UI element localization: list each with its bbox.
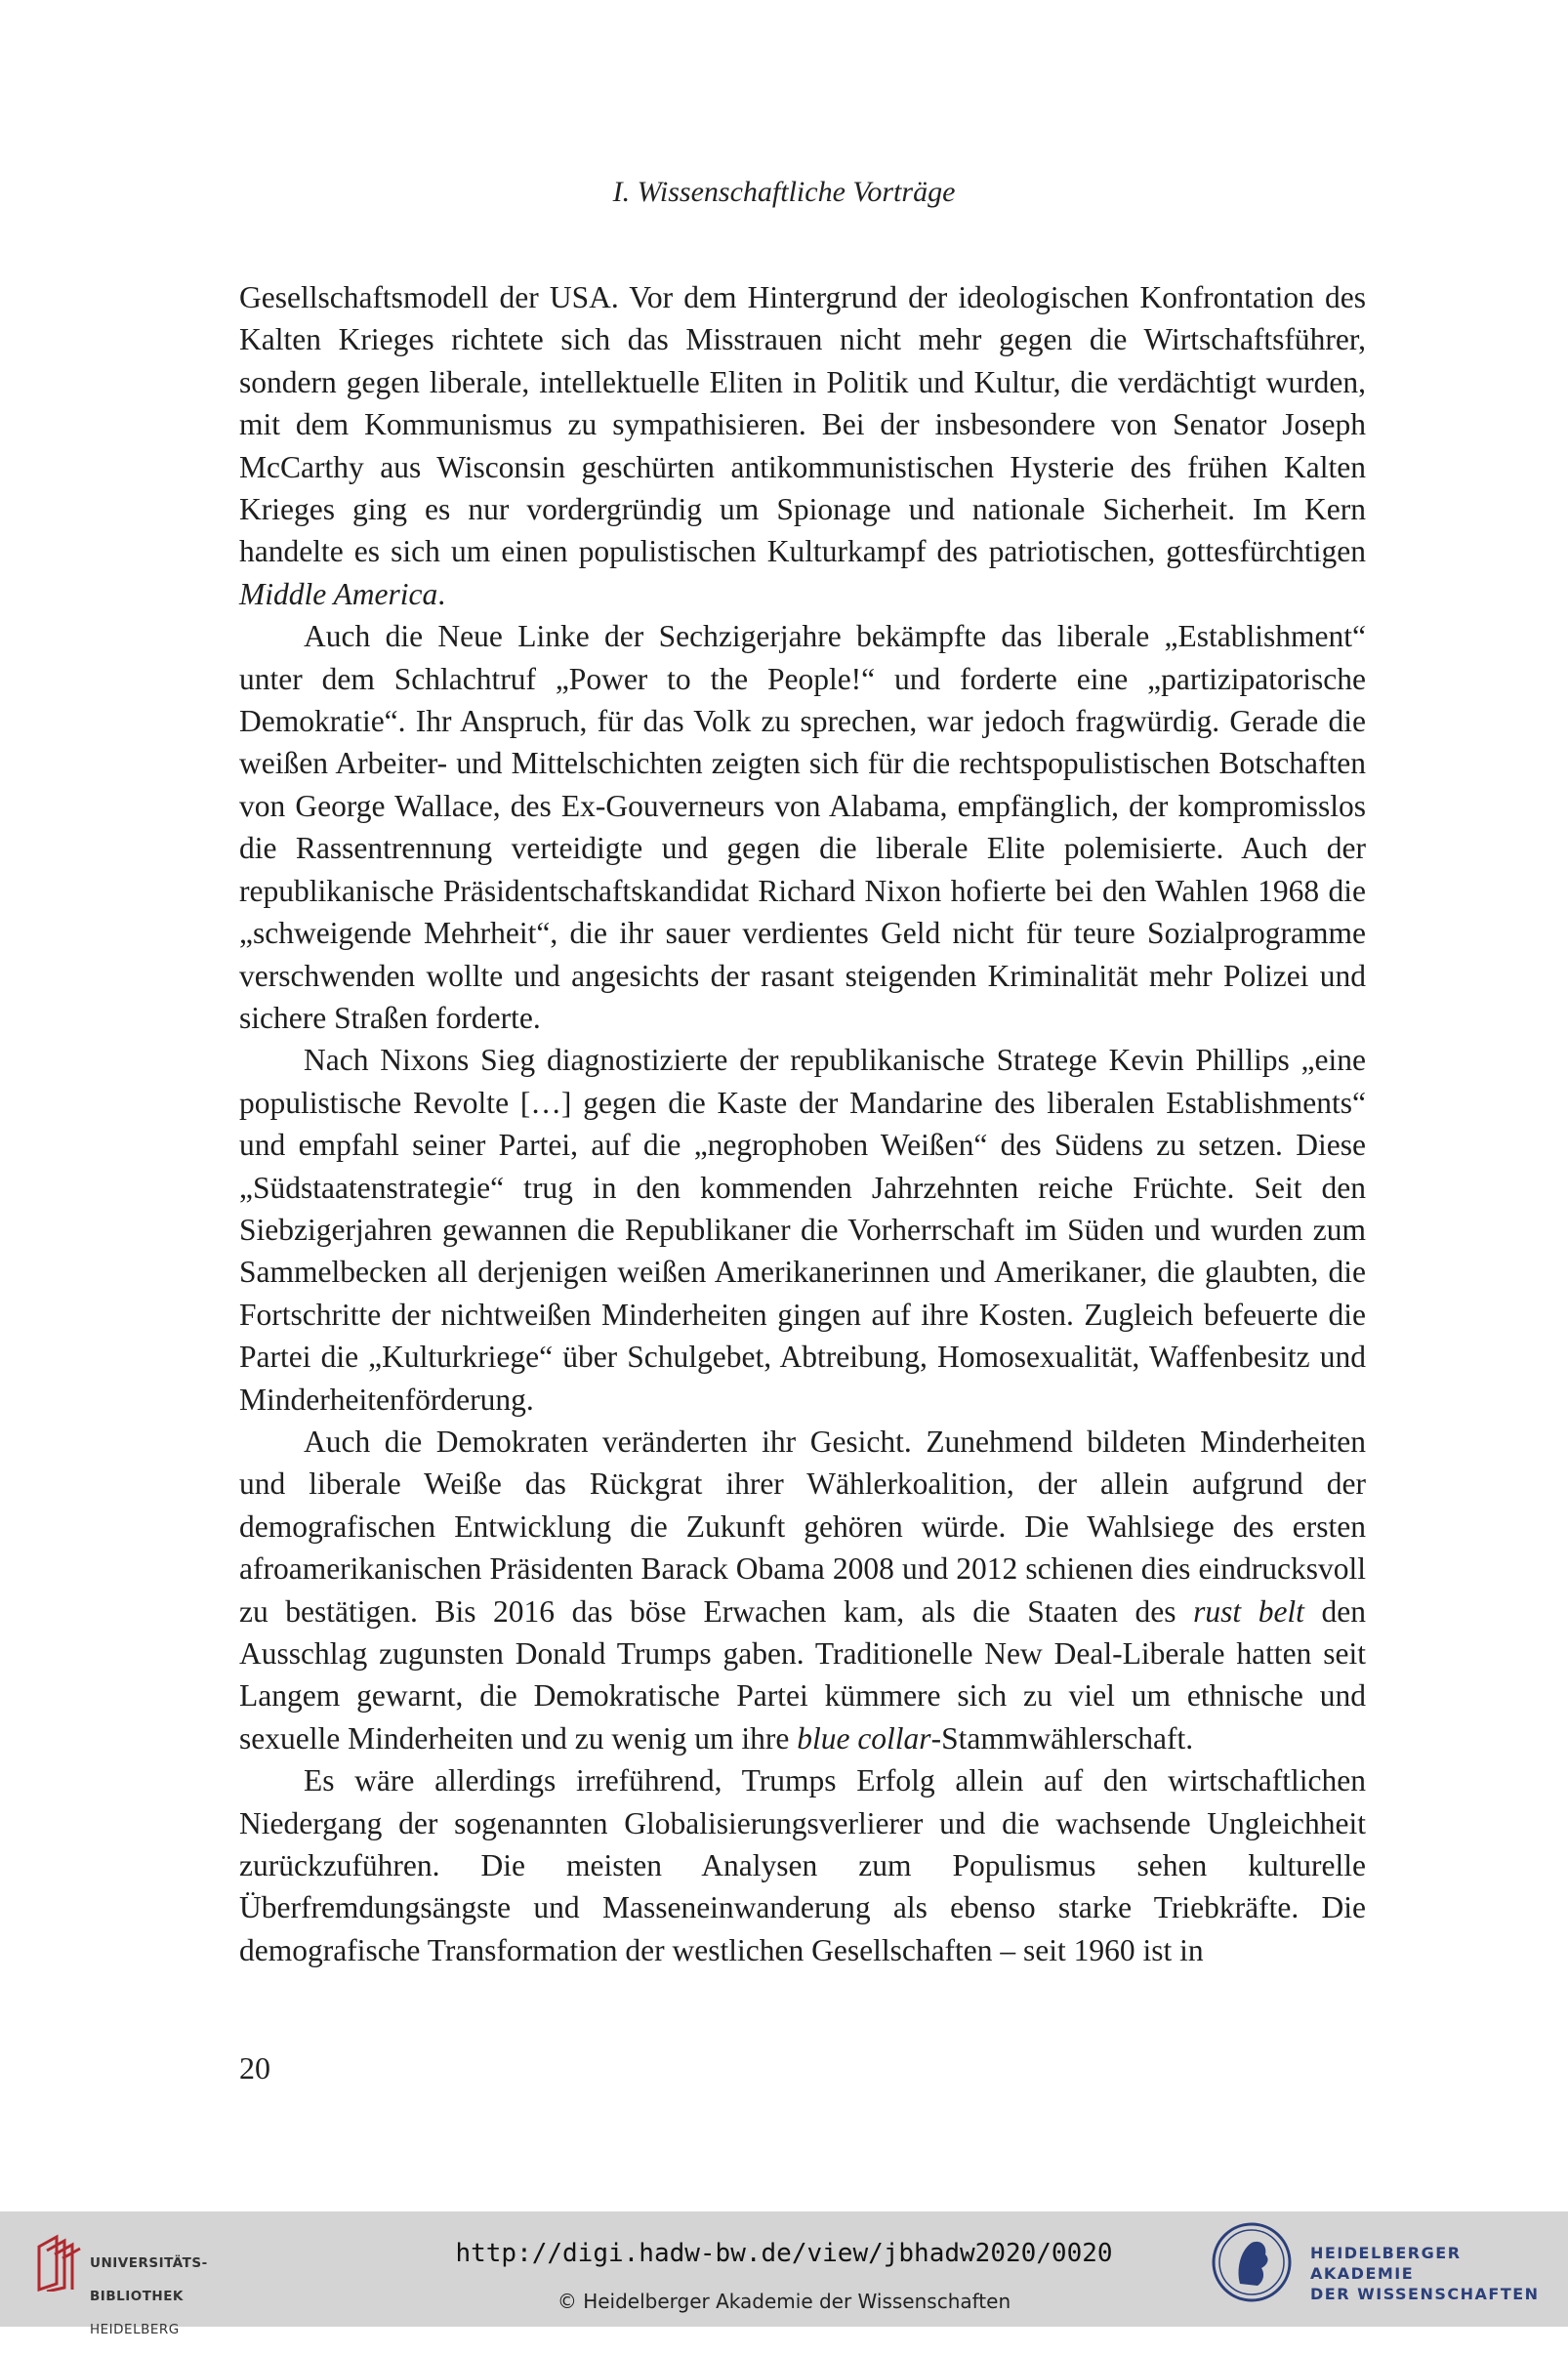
text-span: den Ausschlag zugunsten Donald Trumps gaben. Traditionelle New Deal-Liberale hatten seit Langem gewarnt, die Demokratische Partei kümmere sich zu viel um ethnische und sexuelle Minderheiten und zu wenig um ihre xyxy=(239,1593,1366,1756)
text-span: Auch die Demokraten veränderten ihr Gesicht. Zunehmend bildeten Minderheiten und liberale Weiße das Rückgrat ihrer Wählerkoalition, der allein aufgrund der demografischen Entwicklung die Zukunft gehören würde. Die Wahlsiege des ersten afroamerikanischen Präsidenten Barack Obama 2008 und 2012 schienen dies eindrucksvoll zu bestätigen. Bis 2016 das böse Erwachen kam, als die Staaten des xyxy=(239,1424,1366,1629)
paragraph xyxy=(239,1039,1366,1421)
paragraph xyxy=(239,1421,1366,1759)
paragraph xyxy=(239,1759,1366,1971)
text-span: Es wäre allerdings irreführend, Trumps Erfolg allein auf den wirtschaftlichen Niedergang der sogenannten Globalisierungsverlierer und die wachsende Ungleichheit zurückzuführen. Die meisten Analysen zum Populismus sehen kulturelle Überfremdungsängste und Masseneinwanderung als ebenso starke Triebkräfte. Die demografische Transformation der westlichen Gesellschaften – seit 1960 ist in xyxy=(239,1763,1366,1967)
copyright-notice: © Heidelberger Akademie der Wissenschaften xyxy=(557,2290,1011,2313)
library-name-line: BIBLIOTHEK xyxy=(90,2289,184,2304)
library-name-line: HEIDELBERG xyxy=(90,2322,180,2337)
footer-bar xyxy=(0,2211,1568,2337)
text-span: Auch die Neue Linke der Sechzigerjahre bekämpfte das liberale „Establishment“ unter dem Schlachtruf „Power to the People!“ und forderte eine „partizipatorische Demokratie“. Ihr Anspruch, für das Volk zu sprechen, war jedoch fragwürdig. Gerade die weißen Arbeiter- und Mittelschichten zeigten sich für die rechtspopulistischen Botschaften von George Wallace, des Ex-Gouverneurs von Alabama, empfänglich, der kompromisslos die Rassentrennung verteidigte und gegen die liberale Elite polemisierte. Auch der republikanische Präsidentschaftskandidat Richard Nixon hofierte bei den Wahlen 1968 die „schweigende Mehrheit“, die ihr sauer verdientes Geld nicht für teure Sozialprogramme verschwenden wollte und angesichts der rasant steigenden Kriminalität mehr Polizei und sichere Straßen forderte. xyxy=(239,619,1366,1035)
running-header: I. Wissenschaftliche Vorträge xyxy=(612,176,956,208)
source-url-link[interactable]: http://digi.hadw-bw.de/view/jbhadw2020/0020 xyxy=(455,2239,1113,2268)
academy-name-line: HEIDELBERGER AKADEMIE xyxy=(1310,2244,1462,2283)
text-span: -Stammwählerschaft. xyxy=(930,1720,1194,1756)
academy-seal-icon xyxy=(1211,2221,1293,2303)
academy-name xyxy=(1310,2243,1568,2304)
body-text xyxy=(239,276,1366,1971)
text-span: Nach Nixons Sieg diagnostizierte der republikanische Stratege Kevin Phillips „eine populistische Revolte […] gegen die Kaste der Mandarine des liberalen Establishments“ und empfahl seiner Partei, auf die „negrophoben Weißen“ des Südens zu setzen. Diese „Südstaatenstrategie“ trug in den kommenden Jahrzehnten reiche Früchte. Seit den Siebzigerjahren gewannen die Republikaner die Vorherrschaft im Süden und wurden zum Sammelbecken all derjenigen weißen Amerikanerinnen und Amerikaner, die glaubten, die Fortschritte der nichtweißen Minderheiten gingen auf ihre Kosten. Zugleich befeuerte die Partei die „Kulturkriege“ über Schulgebet, Abtreibung, Homosexualität, Waffenbesitz und Minderheitenförderung. xyxy=(239,1043,1366,1417)
paragraph xyxy=(239,615,1366,1039)
italic-term: blue collar xyxy=(797,1720,931,1756)
academy-name-line: DER WISSENSCHAFTEN xyxy=(1310,2285,1540,2303)
paragraph xyxy=(239,276,1366,615)
library-name-line: UNIVERSITÄTS- xyxy=(90,2255,208,2271)
italic-term: Middle America xyxy=(239,576,438,611)
page-number: 20 xyxy=(239,2050,270,2086)
text-span: . xyxy=(437,576,446,611)
text-span: Gesellschaftsmodell der USA. Vor dem Hintergrund der ideologischen Konfrontation des Kalten Krieges richtete sich das Misstrauen nicht mehr gegen die Wirtschaftsführer, sondern gegen liberale, intellektuelle Eliten in Politik und Kultur, die verdächtigt wurden, mit dem Kommunismus zu sympathisieren. Bei der insbesondere von Senator Joseph McCarthy aus Wisconsin geschürten antikommunistischen Hysterie des frühen Kalten Krieges ging es nur vordergründig um Spionage und nationale Sicherheit. Im Kern handelte es sich um einen populistischen Kulturkampf des patriotischen, gottesfürchtigen xyxy=(239,280,1366,569)
italic-term: rust belt xyxy=(1193,1593,1304,1629)
